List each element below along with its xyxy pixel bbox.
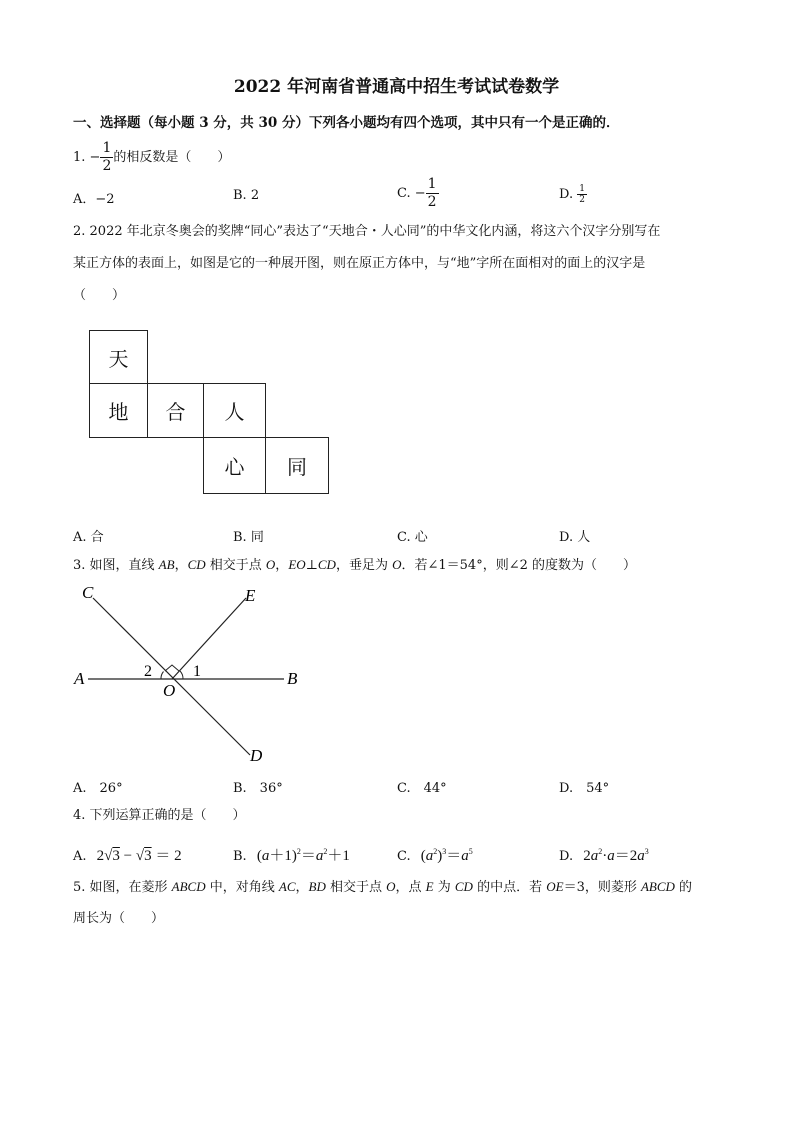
q1-c-label: C.: [397, 186, 411, 201]
q4-a-label: A.: [73, 849, 87, 864]
q5-t3: 相交于点: [325, 880, 387, 895]
q1-c-den: 2: [427, 194, 437, 210]
q5-t8: 的: [674, 880, 693, 895]
q1-c-minus: −: [414, 186, 426, 201]
q4-d-expr: $2a^2\cdot a=2a^3$: [583, 847, 649, 864]
q5-oe: OE: [546, 879, 564, 894]
label-e: E: [245, 586, 256, 605]
label-angle-2: 2: [144, 663, 152, 680]
net-cell-tong: 同: [265, 437, 329, 494]
q2-option-c[interactable]: C. 心: [397, 530, 428, 545]
q5-o: O: [386, 879, 396, 894]
q1-frac-den: 2: [102, 158, 112, 174]
q1-option-a[interactable]: [73, 188, 115, 207]
angle-2-arc: [161, 672, 164, 680]
line-cd: [93, 598, 250, 755]
q4-c-expr: $(a^2)^3=a^5$: [420, 847, 473, 864]
q2-option-b[interactable]: B. 同: [233, 530, 264, 545]
q3-text-a: 3. 如图，直线: [73, 558, 159, 573]
net-cell-ren: 人: [203, 383, 266, 438]
q1-fraction: [100, 140, 113, 175]
q5-line-1: [73, 873, 692, 902]
q4-option-b[interactable]: [233, 844, 350, 865]
label-b: B: [287, 669, 298, 688]
question-1: [73, 140, 230, 175]
q3-text-c: ，垂足为: [335, 558, 393, 573]
q5-t6: 的中点．若: [472, 880, 547, 895]
q3-o2: O: [392, 557, 402, 572]
q4-c-label: C.: [397, 849, 411, 864]
q3-text-d: ．若∠1＝54°，则∠2 的度数为（ ）: [401, 558, 636, 573]
label-d: D: [250, 746, 263, 765]
q4-option-d[interactable]: [559, 844, 649, 865]
q5-abcd2: ABCD: [640, 879, 675, 894]
q5-t2: 中，对角线: [205, 880, 279, 895]
q1-d-num: 1: [579, 184, 585, 194]
q3-cd2: CD: [317, 557, 336, 572]
q1-text: 的相反数是（ ）: [113, 150, 231, 165]
q5-e: E: [425, 879, 434, 894]
q2-option-d[interactable]: D. 人: [559, 530, 591, 545]
angle-1-arc: [180, 671, 183, 679]
net-cell-xin: 心: [203, 437, 266, 494]
q1-c-num: 1: [427, 176, 437, 192]
label-a: A: [74, 669, 85, 688]
net-cell-tian: 天: [89, 330, 148, 384]
q5-sep: ，: [295, 880, 309, 895]
q1-option-b[interactable]: B. 2: [233, 188, 260, 203]
q5-t4: ，点: [395, 880, 426, 895]
q4-a-expr: 2√3 − √3 ＝ 2: [96, 848, 182, 864]
q5-t7: ＝3，则菱形: [563, 880, 641, 895]
q4-b-expr: $(a+1)^2=a^2+1$: [256, 847, 350, 864]
q3-o: O: [265, 557, 276, 572]
section-heading: 一、选择题（每小题 3 分，共 30 分）下列各小题均有四个选项，其中只有一个是正确的．: [73, 115, 620, 131]
q4-option-c[interactable]: [397, 844, 473, 865]
q3-ab: AB: [158, 557, 175, 572]
q5-cd: CD: [454, 879, 473, 894]
q5-ac: AC: [278, 879, 296, 894]
q1-c-fraction: [426, 176, 439, 211]
q3-text-b: 相交于点: [205, 558, 266, 573]
net-cell-di: 地: [89, 383, 148, 438]
q1-frac-num: 1: [102, 140, 112, 156]
label-o: O: [163, 681, 176, 700]
q3-cd: CD: [187, 557, 206, 572]
question-3: [73, 551, 636, 580]
q3-option-d[interactable]: D. 54°: [559, 781, 610, 796]
q1-d-fraction: [577, 184, 587, 205]
q3-sep2: ，: [275, 558, 289, 573]
q2-line-1: 2. 2022 年北京冬奥会的奖牌“同心”表达了“天地合・人心同”的中华文化内涵，将这六个汉字分别写在: [73, 224, 661, 239]
q1-option-d[interactable]: [559, 184, 587, 205]
q3-eo: EO: [288, 557, 306, 572]
q5-bd: BD: [308, 879, 326, 894]
q3-option-c[interactable]: C. 44°: [397, 781, 447, 796]
q4-d-label: D.: [559, 849, 574, 864]
q3-perp: ⊥: [305, 558, 318, 573]
net-cell-he: 合: [147, 383, 204, 438]
q5-t1: 5. 如图，在菱形: [73, 880, 172, 895]
q3-option-b[interactable]: B. 36°: [233, 781, 283, 796]
q5-line-2: 周长为（ ）: [73, 911, 165, 926]
q1-number: 1.: [73, 150, 86, 165]
q1-d-den: 2: [579, 195, 585, 205]
question-4: 4. 下列运算正确的是（ ）: [73, 808, 246, 823]
q1-minus: −: [89, 150, 101, 165]
q1-a-label: A．: [73, 192, 96, 207]
q4-b-label: B.: [233, 849, 247, 864]
right-angle-mark: [165, 665, 179, 671]
label-c: C: [82, 583, 94, 602]
q3-sep1: ，: [174, 558, 188, 573]
q1-option-c[interactable]: [397, 176, 439, 211]
q1-a-value: −2: [95, 192, 115, 207]
q3-figure: [70, 580, 320, 770]
q4-option-a[interactable]: [73, 844, 182, 865]
q2-line-2: 某正方体的表面上，如图是它的一种展开图，则在原正方体中，与“地”字所在面相对的面上的汉字是: [73, 256, 646, 271]
q1-d-label: D.: [559, 187, 574, 202]
q5-abcd: ABCD: [171, 879, 206, 894]
q2-line-3: （ ）: [73, 288, 126, 303]
q3-option-a[interactable]: A. 26°: [73, 781, 123, 796]
q5-t5: 为: [433, 880, 455, 895]
q2-option-a[interactable]: A. 合: [73, 530, 104, 545]
label-angle-1: 1: [193, 663, 201, 680]
ray-oe: [172, 598, 246, 679]
page-title: 2022 年河南省普通高中招生考试试卷数学: [233, 77, 560, 97]
